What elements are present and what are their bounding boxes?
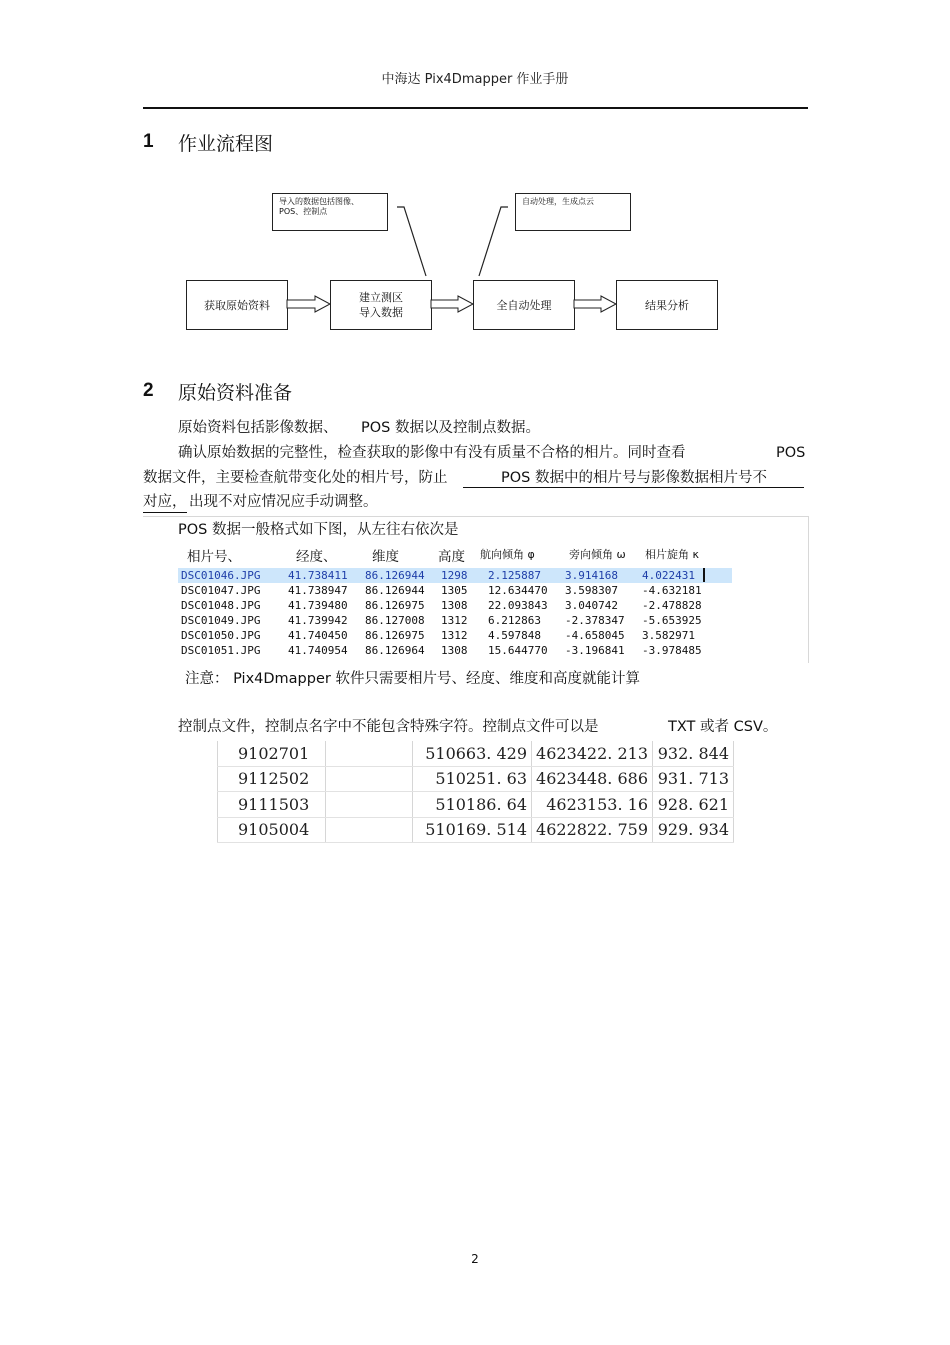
table-row [218,741,734,766]
pos-cell: -3.978485 [642,644,702,657]
cp-name: 9112502 [218,766,326,792]
pos-cell: 12.634470 [488,584,548,597]
pos-row[interactable] [178,598,732,613]
pos-cell: 1312 [441,614,468,627]
pos-header-photo: 相片号、 [187,549,241,565]
pos-row-selected[interactable] [178,568,732,583]
cp-name: 9102701 [218,741,326,766]
pos-cell: 41.740450 [288,629,348,642]
pos-cell: -2.378347 [565,614,625,627]
control-point-table [217,741,734,843]
pos-cell: DSC01047.JPG [181,584,261,597]
pos-header-phi: 航向倾角 φ [480,548,535,561]
para-2-line-1-pos: POS [776,445,806,461]
cp-y: 4623153. 16 [532,792,653,818]
table-row [218,792,734,818]
flow-note-import-line2: POS、控制点 [279,207,328,216]
flow-note-import-line1: 导入的数据包括图像、 [279,197,359,206]
flow-note-auto: 自动处理，生成点云 [515,193,631,231]
pos-header-height: 高度 [438,549,465,565]
pos-row[interactable] [178,643,732,658]
cp-z: 932. 844 [653,741,734,766]
cp-empty [326,792,413,818]
pos-cell: 1305 [441,584,468,597]
section-2-title: 原始资料准备 [178,382,293,404]
running-header: 中海达 Pix4Dmapper 作业手册 [381,72,569,87]
pos-cell: 3.582971 [642,629,695,642]
para-2-line-2-underlined: POS 数据中的相片号与影像数据相片号不 [463,466,804,488]
table-row [218,817,734,843]
pos-cell: DSC01049.JPG [181,614,261,627]
cp-empty [326,766,413,792]
section-2-number: 2 [143,380,154,401]
pos-cell: 1298 [441,569,468,582]
cp-intro: 控制点文件，控制点名字中不能包含特殊字符。控制点文件可以是 [178,719,599,735]
cp-x: 510186. 64 [413,792,532,818]
cp-empty [326,741,413,766]
pos-cell: -4.658045 [565,629,625,642]
pos-intro: POS 数据一般格式如下图，从左往右依次是 [178,522,459,538]
pos-cell: 3.914168 [565,569,618,582]
pos-cell: DSC01046.JPG [181,569,261,582]
pos-cell: -3.196841 [565,644,625,657]
section-1-number: 1 [143,131,154,152]
pos-cell: 3.040742 [565,599,618,612]
pos-cell: DSC01048.JPG [181,599,261,612]
flow-callout-right [479,207,508,276]
workflow-diagram [0,0,950,360]
para-2-line-2: 数据文件，主要检查航带变化处的相片号，防止 [143,470,448,486]
cp-z: 929. 934 [653,817,734,843]
pos-cell: -4.632181 [642,584,702,597]
pos-row[interactable] [178,613,732,628]
flow-step-acquire: 获取原始资料 [186,280,288,330]
pos-cell: 22.093843 [488,599,548,612]
pos-cell: 41.740954 [288,644,348,657]
section-1-title: 作业流程图 [178,133,274,155]
cp-z: 931. 713 [653,766,734,792]
text-cursor [703,568,705,582]
flow-step-auto: 全自动处理 [473,280,575,330]
cp-y: 4623448. 686 [532,766,653,792]
cp-x: 510251. 63 [413,766,532,792]
pos-cell: 2.125887 [488,569,541,582]
flow-connectors [0,0,950,360]
pos-cell: 41.739480 [288,599,348,612]
pos-row[interactable] [178,583,732,598]
table-row [218,766,734,792]
pos-cell: 15.644770 [488,644,548,657]
flow-callout-left [397,207,426,276]
pos-cell: DSC01051.JPG [181,644,261,657]
flow-arrow-2 [431,296,473,312]
pos-cell: 4.597848 [488,629,541,642]
pos-cell: 86.126975 [365,599,425,612]
pos-note: 注意： Pix4Dmapper 软件只需要相片号、经度、维度和高度就能计算 [185,671,640,687]
pos-cell: 41.738411 [288,569,348,582]
pos-cell: -2.478828 [642,599,702,612]
pos-cell: 4.022431 [642,569,695,582]
pos-cell: 86.126944 [365,584,425,597]
pos-cell: 3.598307 [565,584,618,597]
cp-empty [326,817,413,843]
pos-cell: 41.739942 [288,614,348,627]
cp-x: 510169. 514 [413,817,532,843]
page-number: 2 [471,1252,479,1266]
para-2-line-1: 确认原始数据的完整性，检查获取的影像中有没有质量不合格的相片。同时查看 [178,445,686,461]
flow-arrow-1 [287,296,330,312]
pos-cell: 41.738947 [288,584,348,597]
pos-header-lon: 经度、 [296,549,337,565]
flow-step-setup-line1: 建立测区 [359,291,403,304]
pos-row[interactable] [178,628,732,643]
cp-x: 510663. 429 [413,741,532,766]
flow-step-analysis: 结果分析 [616,280,718,330]
cp-name: 9111503 [218,792,326,818]
pos-cell: 1308 [441,644,468,657]
pos-cell: -5.653925 [642,614,702,627]
cp-intro-formats: TXT 或者 CSV。 [668,719,778,735]
pos-cell: DSC01050.JPG [181,629,261,642]
flow-step-setup-line2: 导入数据 [359,306,403,319]
para-2-line-3: 出现不对应情况应手动调整。 [189,494,378,510]
pos-cell: 1308 [441,599,468,612]
pos-cell: 86.126975 [365,629,425,642]
pos-header-lat: 维度 [372,549,399,565]
cp-name: 9105004 [218,817,326,843]
pos-header-omega: 旁向倾角 ω [569,548,626,561]
cp-y: 4623422. 213 [532,741,653,766]
flow-arrow-3 [574,296,616,312]
pos-cell: 86.127008 [365,614,425,627]
cp-z: 928. 621 [653,792,734,818]
para-2-line-3-underlined: 对应， [143,490,187,513]
para-1-part-b: POS 数据以及控制点数据。 [361,420,540,436]
pos-header-kappa: 相片旋角 κ [645,548,699,561]
cp-y: 4622822. 759 [532,817,653,843]
para-1-part-a: 原始资料包括影像数据、 [178,420,338,436]
pos-cell: 86.126964 [365,644,425,657]
pos-cell: 1312 [441,629,468,642]
pos-cell: 86.126944 [365,569,425,582]
pos-cell: 6.212863 [488,614,541,627]
